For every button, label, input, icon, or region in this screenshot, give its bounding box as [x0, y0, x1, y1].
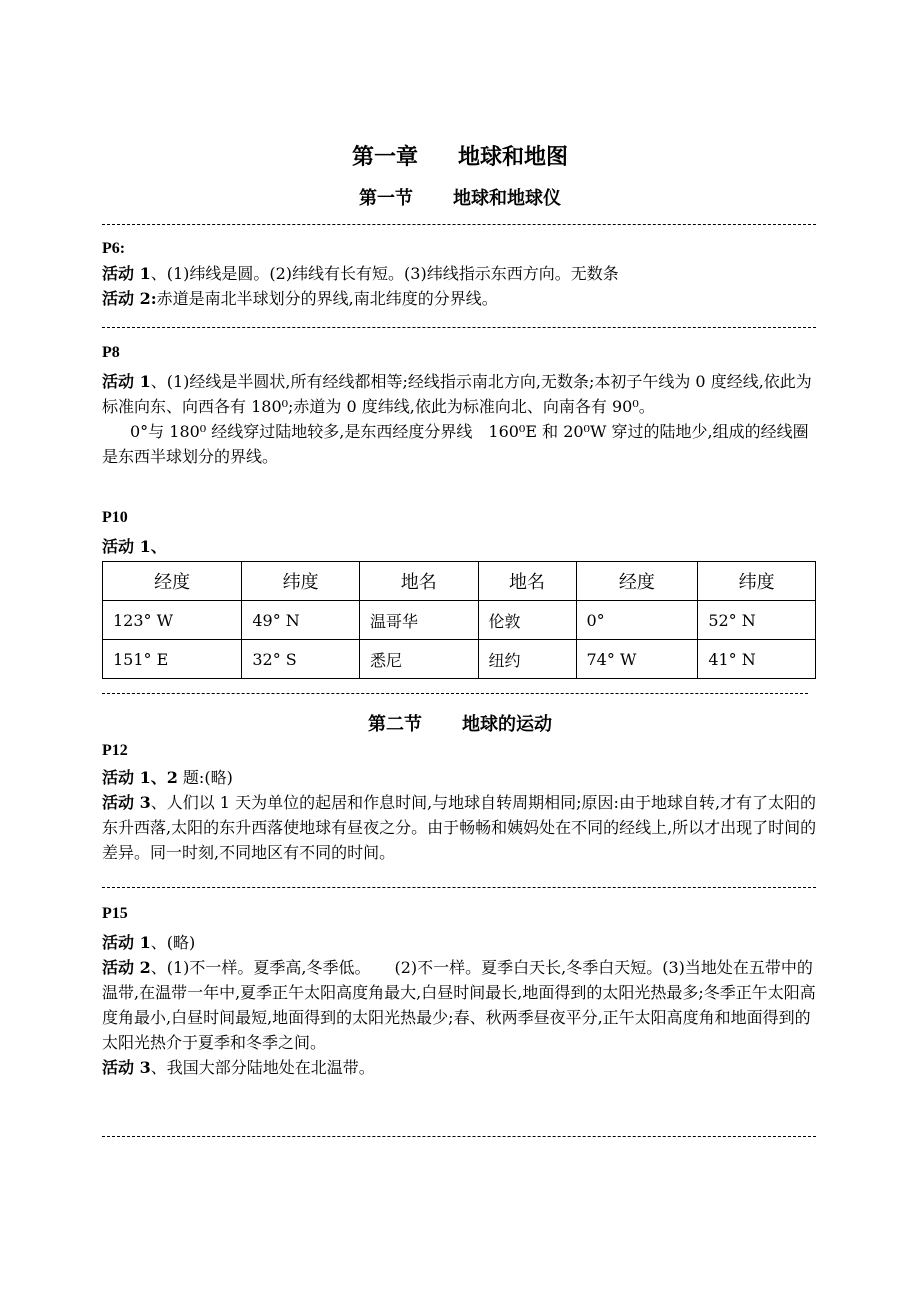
header-cell: 经度: [576, 562, 698, 601]
table-cell: 纽约: [478, 640, 576, 679]
activity-text: 、我国大部分陆地处在北温带。: [150, 1058, 375, 1077]
table-cell: 123° W: [103, 601, 242, 640]
section1-number: 第一节: [359, 188, 413, 209]
table-cell: 悉尼: [359, 640, 478, 679]
divider: [102, 327, 816, 328]
section2-title: [102, 710, 818, 736]
table-row: [103, 640, 816, 679]
activity-label: 活动 3: [102, 1058, 151, 1077]
table-cell: 49° N: [242, 601, 360, 640]
section1-title: [102, 184, 818, 210]
header-cell: 地名: [478, 562, 576, 601]
activity-text: 、(1)纬线是圆。(2)纬线有长有短。(3)纬线指示东西方向。无数条: [150, 264, 619, 283]
divider: [102, 1136, 816, 1137]
table-row: [103, 601, 816, 640]
table-cell: 温哥华: [359, 601, 478, 640]
p8-activities: [102, 369, 818, 469]
section2-number: 第二节: [368, 714, 422, 735]
activity-label: 活动 1: [102, 264, 151, 283]
activity-label: 活动 1: [102, 933, 151, 952]
activity-label: 活动 1: [102, 372, 151, 391]
activity-label: 活动 1、2: [102, 768, 178, 787]
table-cell: 74° W: [576, 640, 698, 679]
coordinates-table: [102, 561, 816, 679]
divider: [102, 224, 816, 225]
activity-text: 、(1)不一样。夏季高,冬季低。 (2)不一样。夏季白天长,冬季白天短。(3)当地处在五带中的温带,在温带一年中,夏季正午太阳高度角最大,白昼时间最长,地面得到的太阳光热最多;冬季正午太阳高度角最小,白昼时间最短,地面得到的太阳光热最少;春、秋两季昼夜平分,正午太阳高度角和地面得到的太阳光热介于夏季和冬季之间。: [102, 958, 816, 1052]
chapter-name: 地球和地图: [458, 145, 569, 170]
chapter-title: [102, 140, 818, 171]
activity-label: 活动 2: [102, 958, 151, 977]
page-ref-p8: P8: [102, 344, 120, 361]
p12-activities: [102, 765, 818, 865]
p10-activity: [102, 534, 818, 559]
activity-text: 、(1)经线是半圆状,所有经线都相等;经线指示南北方向,无数条;本初子午线为 0 度经线,依此为标准向东、向西各有 180⁰;赤道为 0 度纬线,依此为标准向北、向南各有 90⁰。: [102, 372, 812, 416]
table-header-row: [103, 562, 816, 601]
activity-text: 赤道是南北半球划分的界线,南北纬度的分界线。: [156, 289, 498, 308]
activity-text: 、人们以 1 天为单位的起居和作息时间,与地球自转周期相同;原因:由于地球自转,才有了太阳的东升西落,太阳的东升西落使地球有昼夜之分。由于畅畅和姨妈处在不同的经线上,所以才出现了时间的差异。同一时刻,不同地区有不同的时间。: [102, 793, 817, 862]
page-ref-p15: P15: [102, 905, 128, 922]
page-ref-p12: P12: [102, 742, 128, 759]
table-cell: 41° N: [698, 640, 816, 679]
table-cell: 0°: [576, 601, 698, 640]
activity-label: 活动 1、: [102, 537, 167, 556]
p6-activities: [102, 261, 818, 311]
table-cell: 151° E: [103, 640, 242, 679]
section2-name: 地球的运动: [462, 714, 552, 735]
header-cell: 地名: [359, 562, 478, 601]
activity-label: 活动 2:: [102, 289, 157, 308]
activity-text: 题:(略): [177, 768, 233, 787]
divider: [102, 693, 808, 694]
activity-label: 活动 3: [102, 793, 151, 812]
header-cell: 经度: [103, 562, 242, 601]
page-ref-p10: P10: [102, 509, 128, 526]
header-cell: 纬度: [242, 562, 360, 601]
chapter-number: 第一章: [351, 145, 418, 170]
header-cell: 纬度: [698, 562, 816, 601]
table-cell: 32° S: [242, 640, 360, 679]
paragraph: 0°与 180⁰ 经线穿过陆地较多,是东西经度分界线 160⁰E 和 20⁰W 穿过的陆地少,组成的经线圈是东西半球划分的界线。: [102, 422, 809, 466]
p15-activities: [102, 930, 818, 1080]
page-ref-p6: P6:: [102, 240, 126, 257]
divider: [102, 887, 816, 888]
table-cell: 伦敦: [478, 601, 576, 640]
table-cell: 52° N: [698, 601, 816, 640]
section1-name: 地球和地球仪: [453, 188, 561, 209]
activity-text: 、(略): [150, 933, 196, 952]
